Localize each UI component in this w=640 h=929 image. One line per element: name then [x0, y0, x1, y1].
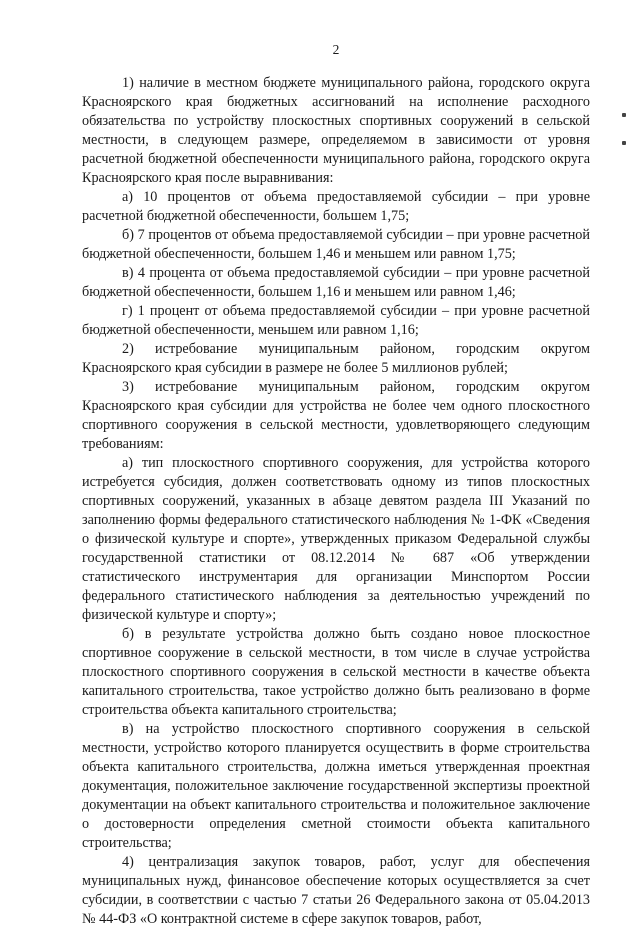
paragraph-3a: а) тип плоскостного спортивного сооружения, для устройства которого истребуется субсидия, должен соответствовать одному из типов плоскостных спортивных сооружений, указанных в абзаце девятом раздела III Указаний по заполнению формы федерального статистического наблюдения № 1-ФК «Сведения о физической культуре и спорте», утвержденных приказом Федеральной службы государственной статистики от 08.12.2014 № 687 «Об утверждении статистического инструментария для организации Минспортом России федерального статистического наблюдения за деятельностью учреждений по физической культуре и спорту»;	[82, 455, 590, 623]
paragraph-1a: а) 10 процентов от объема предоставляемой субсидии – при уровне расчетной бюджетной обеспеченности, большем 1,75;	[82, 189, 590, 224]
paragraph-1v: в) 4 процента от объема предоставляемой субсидии – при уровне расчетной бюджетной обеспеченности, большем 1,16 и меньшем или равном 1,46;	[82, 265, 590, 300]
paragraph-3v: в) на устройство плоскостного спортивного сооружения в сельской местности, устройство которого планируется осуществить в форме строительства объекта капитального строительства, должна иметься утвержденная проектная документация, положительное заключение государственной экспертизы проектной документации на объект капитального строительства и положительное заключение о достоверности определения сметной стоимости объекта капитального строительства;	[82, 721, 590, 851]
page-number: 2	[332, 42, 340, 57]
paragraph-2: 2) истребование муниципальным районом, городским округом Красноярского края субсидии в размере не более 5 миллионов рублей;	[82, 341, 590, 376]
paragraph-1g: г) 1 процент от объема предоставляемой субсидии – при уровне расчетной бюджетной обеспеченности, меньшем или равном 1,16;	[82, 303, 590, 338]
paragraph-1: 1) наличие в местном бюджете муниципального района, городского округа Красноярского края бюджетных ассигнований на исполнение расходного обязательства по устройству плоскостных спортивных сооружений в сельской местности, в следующем размере, определяемом в зависимости от уровня расчетной бюджетной обеспеченности муниципального района, городского округа Красноярского края после выравнивания:	[82, 75, 590, 186]
paragraph-1b: б) 7 процентов от объема предоставляемой субсидии – при уровне расчетной бюджетной обеспеченности, большем 1,46 и меньшем или равном 1,75;	[82, 227, 590, 262]
paragraph-3b: б) в результате устройства должно быть создано новое плоскостное спортивное сооружение в сельской местности, в том числе в случае устройства плоскостного спортивного сооружения в сельской местности в качестве объекта капитального строительства, такое устройство должно быть реализовано в форме строительства объекта капитального строительства;	[82, 626, 590, 718]
paragraph-4: 4) централизация закупок товаров, работ, услуг для обеспечения муниципальных нужд, финансовое обеспечение которых осуществляется за счет субсидии, в соответствии с частью 7 статьи 26 Федерального закона от 05.04.2013 № 44-ФЗ «О контрактной системе в сфере закупок товаров, работ,	[82, 854, 590, 927]
document-body	[82, 74, 590, 929]
scan-dot-mark	[622, 113, 626, 117]
scan-dot-mark	[622, 141, 626, 145]
paragraph-3: 3) истребование муниципальным районом, городским округом Красноярского края субсидии для устройства не более чем одного плоскостного спортивного сооружения в сельской местности, удовлетворяющего следующим требованиям:	[82, 379, 590, 452]
